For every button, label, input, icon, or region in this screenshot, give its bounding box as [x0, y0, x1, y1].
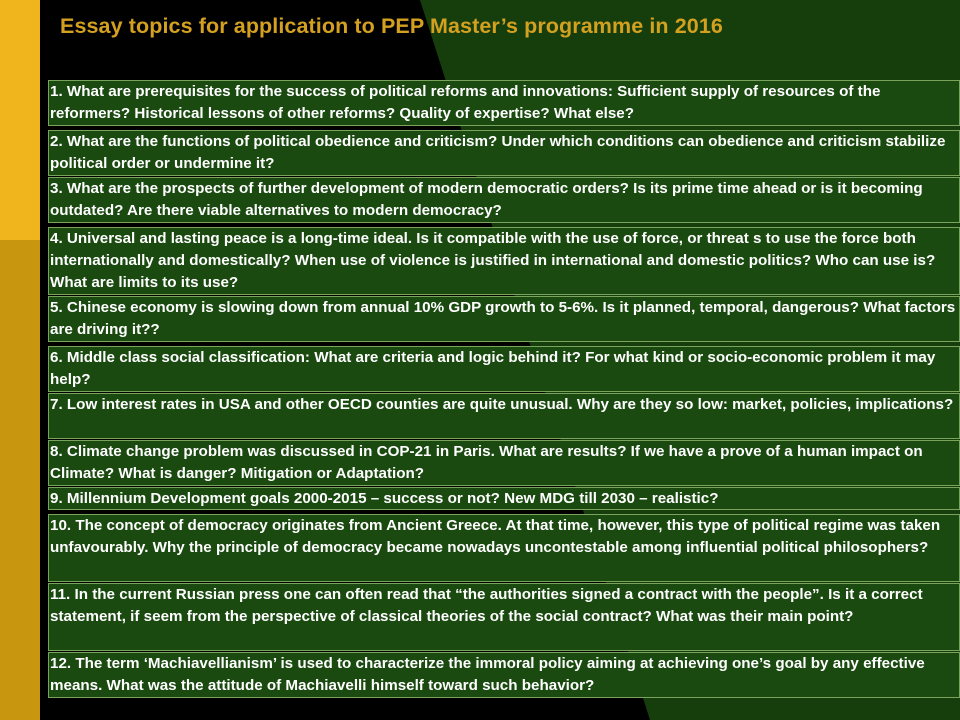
topic-item-8: 8. Climate change problem was discussed in COP-21 in Paris. What are results? If we have a prove of a human impact on Climate? What is danger? Mitigation or Adaptation?	[48, 440, 960, 486]
topic-item-5: 5. Chinese economy is slowing down from annual 10% GDP growth to 5-6%. Is it planned, temporal, dangerous? What factors are driving it??	[48, 296, 960, 342]
topic-item-6: 6. Middle class social classification: What are criteria and logic behind it? For what kind or socio-economic problem it may help?	[48, 346, 960, 392]
page-title: Essay topics for application to PEP Master’s programme in 2016	[60, 14, 723, 38]
topic-item-4: 4. Universal and lasting peace is a long-time ideal. Is it compatible with the use of force, or threat s to use the force both internationally and domestically? When use of violence is justified in international and domestic politics? Who can use is? What are limits to its use?	[48, 227, 960, 295]
topic-item-9: 9. Millennium Development goals 2000-2015 – success or not? New MDG till 2030 – realistic?	[48, 487, 960, 510]
topic-item-10: 10. The concept of democracy originates from Ancient Greece. At that time, however, this type of political regime was taken unfavourably. Why the principle of democracy became nowadays uncontestable among influential political philosophers?	[48, 514, 960, 582]
topic-item-12: 12. The term ‘Machiavellianism’ is used to characterize the immoral policy aiming at achieving one’s goal by any effective means. What was the attitude of Machiavelli himself toward such behavior?	[48, 652, 960, 698]
topic-list	[48, 80, 960, 699]
topic-item-11: 11. In the current Russian press one can often read that “the authorities signed a contract with the people”. Is it a correct statement, if seem from the perspective of classical theories of the social contract? What was their main point?	[48, 583, 960, 651]
topic-item-7: 7. Low interest rates in USA and other OECD counties are quite unusual. Why are they so low: market, policies, implications?	[48, 393, 960, 439]
topic-item-1: 1. What are prerequisites for the success of political reforms and innovations: Sufficient supply of resources of the reformers? Historical lessons of other reforms? Quality of expertise? What else?	[48, 80, 960, 126]
topic-item-3: 3. What are the prospects of further development of modern democratic orders? Is its prime time ahead or is it becoming outdated? Are there viable alternatives to modern democracy?	[48, 177, 960, 223]
topic-item-2: 2. What are the functions of political obedience and criticism? Under which conditions can obedience and criticism stabilize political order or undermine it?	[48, 130, 960, 176]
